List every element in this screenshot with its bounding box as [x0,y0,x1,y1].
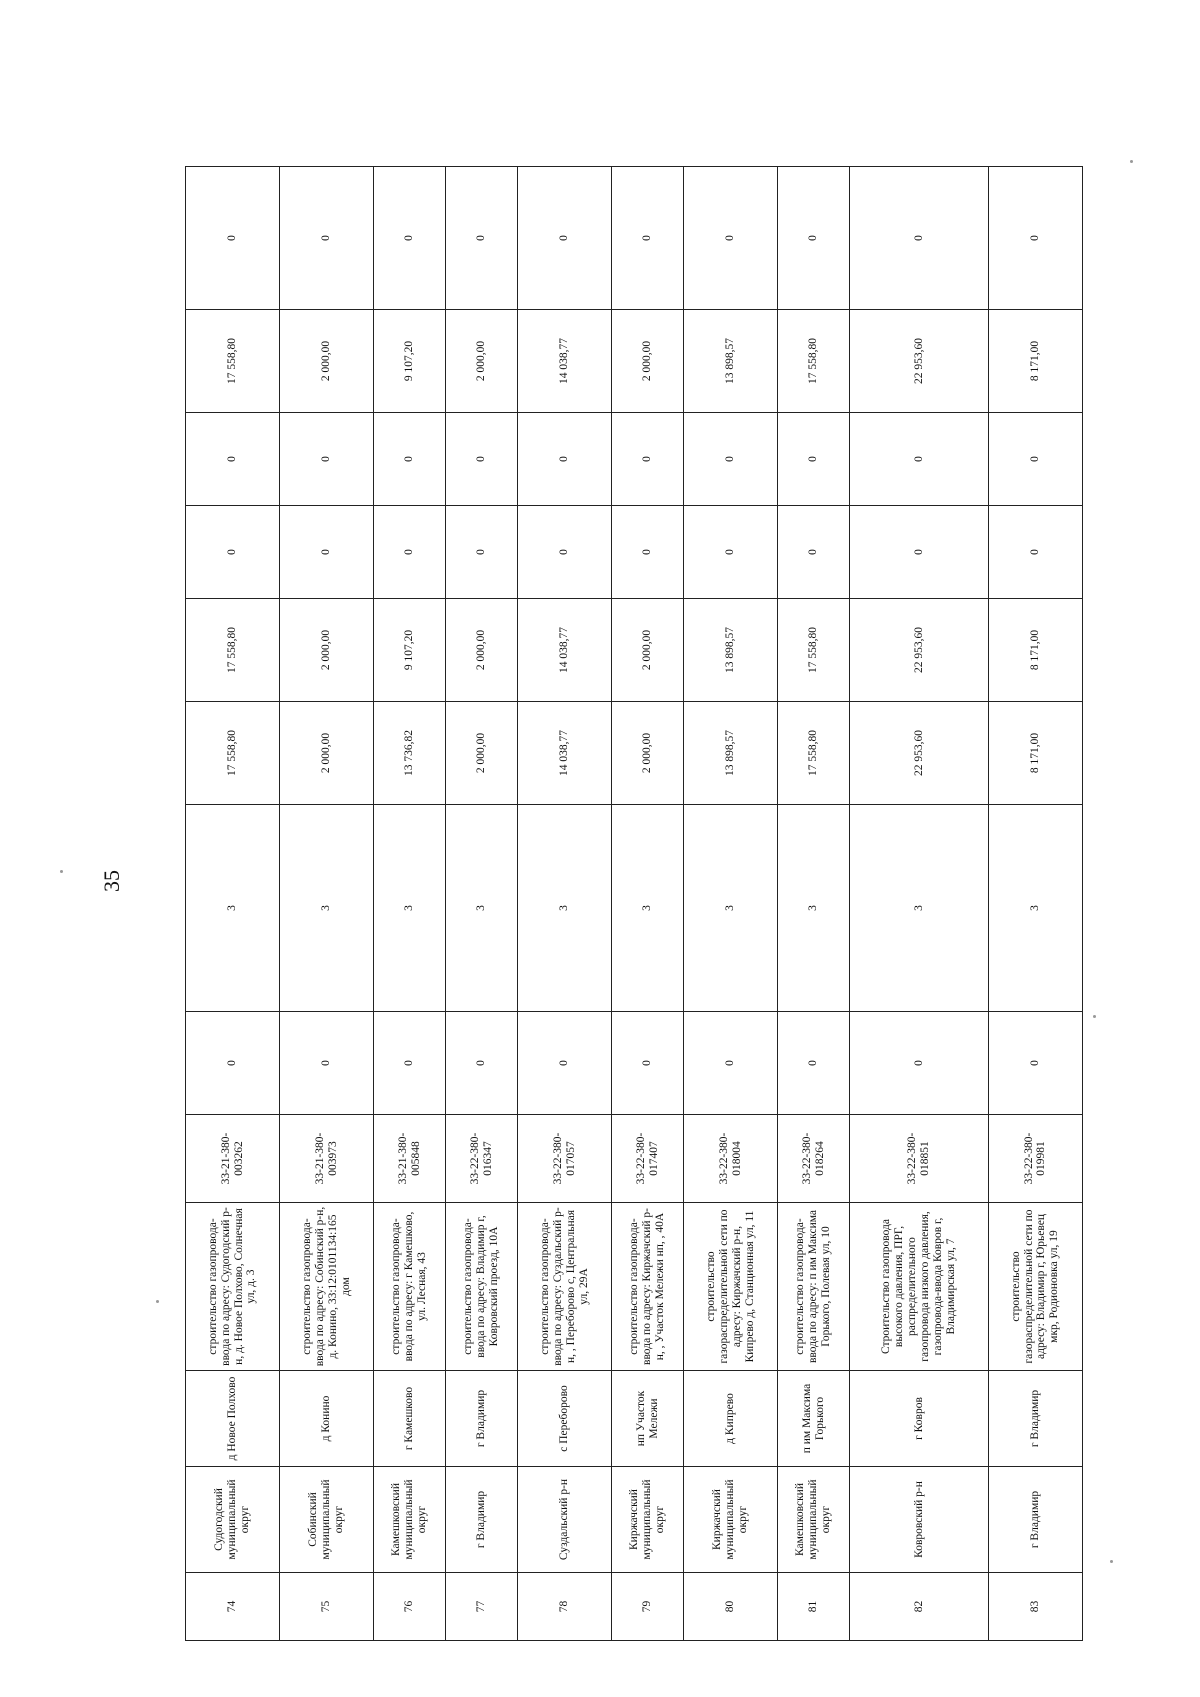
scan-speck [156,1300,159,1303]
value-cell: 0 [988,413,1082,506]
table-row [446,167,518,1641]
locality-cell: д Новое Полхово [186,1371,280,1467]
amount-cell: 8 171,00 [988,702,1082,805]
amount-cell: 17 558,80 [186,310,280,413]
amount-cell: 2 000,00 [280,702,374,805]
amount-cell: 17 558,80 [186,599,280,702]
row-number: 75 [280,1573,374,1641]
table-row [684,167,778,1641]
amount-cell: 17 558,80 [186,702,280,805]
table-row [778,167,850,1641]
district-cell: Камешковский муниципальный округ [374,1467,446,1573]
amount-cell: 17 558,80 [778,310,850,413]
table-row [186,167,280,1641]
value-cell: 0 [518,413,612,506]
amount-cell: 2 000,00 [612,310,684,413]
locality-cell: г Владимир [988,1371,1082,1467]
amount-cell: 2 000,00 [446,310,518,413]
row-number: 74 [186,1573,280,1641]
district-cell: Собинский муниципальный округ [280,1467,374,1573]
amount-cell: 13 898,57 [684,599,778,702]
category-cell: 3 [446,805,518,1012]
locality-cell: д Кипрево [684,1371,778,1467]
value-cell: 0 [612,1012,684,1115]
amount-cell: 2 000,00 [280,310,374,413]
value-cell: 0 [280,1012,374,1115]
value-cell: 0 [612,506,684,599]
work-description-cell: строительство газопровода-ввода по адресу: Собинский р-н, д. Конино, 33:12:0101134:165 дом [280,1203,374,1371]
amount-cell: 14 038,77 [518,310,612,413]
amount-cell: 22 953,60 [850,310,989,413]
amount-cell: 2 000,00 [446,702,518,805]
cadastral-number-cell: 33-22-380-019981 [988,1115,1082,1203]
work-description-cell: строительство газопровода-ввода по адресу: п им Максима Горького, Полевая ул, 10 [778,1203,850,1371]
amount-cell: 14 038,77 [518,702,612,805]
category-cell: 3 [684,805,778,1012]
cadastral-number-cell: 33-22-380-017057 [518,1115,612,1203]
table-row [374,167,446,1641]
value-cell: 0 [280,506,374,599]
work-description-cell: строительство газопровода-ввода по адресу: Владимир г, Ковровский проезд, 10А [446,1203,518,1371]
gas-connection-register-table [185,166,1083,1641]
value-cell: 0 [612,413,684,506]
scan-speck [1093,1015,1096,1018]
district-cell: Суздальский р-н [518,1467,612,1573]
district-cell: г Владимир [446,1467,518,1573]
work-description-cell: строительство газопровода-ввода по адресу: г Камешково, ул. Лесная, 43 [374,1203,446,1371]
row-number: 77 [446,1573,518,1641]
work-description-cell: строительство газораспределительной сети по адресу: Киржачский р-н, Кипрево д, Станционная ул, 11 [684,1203,778,1371]
table-row [988,167,1082,1641]
district-cell: Ковровский р-н [850,1467,989,1573]
district-cell: Киржачский муниципальный округ [684,1467,778,1573]
value-cell: 0 [186,506,280,599]
table-row [612,167,684,1641]
amount-cell: 17 558,80 [778,702,850,805]
row-number: 79 [612,1573,684,1641]
value-cell: 0 [186,413,280,506]
value-cell: 0 [850,506,989,599]
value-cell: 0 [850,167,989,310]
value-cell: 0 [374,413,446,506]
row-number: 76 [374,1573,446,1641]
value-cell: 0 [778,167,850,310]
value-cell: 0 [374,1012,446,1115]
amount-cell: 9 107,20 [374,310,446,413]
work-description-cell: строительство газопровода-ввода по адресу: Киржачский р-н, , Участок Мележи нп, , 40А [612,1203,684,1371]
rotated-table-frame [185,167,1083,1641]
value-cell: 0 [684,413,778,506]
value-cell: 0 [446,506,518,599]
value-cell: 0 [988,167,1082,310]
value-cell: 0 [446,1012,518,1115]
value-cell: 0 [684,506,778,599]
district-cell: г Владимир [988,1467,1082,1573]
amount-cell: 22 953,60 [850,702,989,805]
category-cell: 3 [186,805,280,1012]
cadastral-number-cell: 33-21-380-005848 [374,1115,446,1203]
value-cell: 0 [778,506,850,599]
cadastral-number-cell: 33-22-380-018264 [778,1115,850,1203]
category-cell: 3 [612,805,684,1012]
work-description-cell: Строительство газопровода высокого давления, ПРГ, распределительного газопровода низкого давления, газопровода-ввода Ковров г, Владимирская ул, 7 [850,1203,989,1371]
row-number: 80 [684,1573,778,1641]
district-cell: Камешковский муниципальный округ [778,1467,850,1573]
table-row [850,167,989,1641]
value-cell: 0 [850,413,989,506]
amount-cell: 17 558,80 [778,599,850,702]
value-cell: 0 [186,167,280,310]
value-cell: 0 [988,1012,1082,1115]
row-number: 83 [988,1573,1082,1641]
locality-cell: г Владимир [446,1371,518,1467]
page-number: 35 [99,870,124,892]
district-cell: Киржачский муниципальный округ [612,1467,684,1573]
value-cell: 0 [446,413,518,506]
cadastral-number-cell: 33-21-380-003973 [280,1115,374,1203]
amount-cell: 2 000,00 [280,599,374,702]
amount-cell: 13 736,82 [374,702,446,805]
amount-cell: 9 107,20 [374,599,446,702]
value-cell: 0 [778,413,850,506]
value-cell: 0 [446,167,518,310]
amount-cell: 22 953,60 [850,599,989,702]
category-cell: 3 [988,805,1082,1012]
scan-speck [1110,1560,1113,1563]
value-cell: 0 [518,506,612,599]
locality-cell: нп Участок Мележи [612,1371,684,1467]
value-cell: 0 [374,506,446,599]
value-cell: 0 [684,167,778,310]
table-row [518,167,612,1641]
category-cell: 3 [518,805,612,1012]
cadastral-number-cell: 33-22-380-016347 [446,1115,518,1203]
category-cell: 3 [850,805,989,1012]
amount-cell: 13 898,57 [684,702,778,805]
row-number: 78 [518,1573,612,1641]
work-description-cell: строительство газопровода-ввода по адресу: Судогодский р-н, д. Новое Полхово, Солнечная ул, д. 3 [186,1203,280,1371]
value-cell: 0 [850,1012,989,1115]
table-row [280,167,374,1641]
cadastral-number-cell: 33-22-380-018004 [684,1115,778,1203]
value-cell: 0 [280,167,374,310]
cadastral-number-cell: 33-22-380-018851 [850,1115,989,1203]
value-cell: 0 [988,506,1082,599]
amount-cell: 8 171,00 [988,310,1082,413]
value-cell: 0 [518,1012,612,1115]
table-rotator [185,167,1083,1641]
category-cell: 3 [374,805,446,1012]
district-cell: Судогодский муниципальный округ [186,1467,280,1573]
value-cell: 0 [518,167,612,310]
category-cell: 3 [280,805,374,1012]
value-cell: 0 [374,167,446,310]
amount-cell: 8 171,00 [988,599,1082,702]
table-body [186,167,1083,1641]
row-number: 81 [778,1573,850,1641]
amount-cell: 2 000,00 [612,599,684,702]
amount-cell: 2 000,00 [446,599,518,702]
value-cell: 0 [612,167,684,310]
amount-cell: 14 038,77 [518,599,612,702]
value-cell: 0 [778,1012,850,1115]
work-description-cell: строительство газораспределительной сети по адресу: Владимир г, Юрьевец мкр, Родионовка ул, 19 [988,1203,1082,1371]
locality-cell: с Переборово [518,1371,612,1467]
value-cell: 0 [186,1012,280,1115]
locality-cell: г Камешково [374,1371,446,1467]
locality-cell: г Ковров [850,1371,989,1467]
scan-speck [1130,160,1133,163]
cadastral-number-cell: 33-21-380-003262 [186,1115,280,1203]
scan-speck [60,870,63,873]
amount-cell: 13 898,57 [684,310,778,413]
locality-cell: п им Максима Горького [778,1371,850,1467]
category-cell: 3 [778,805,850,1012]
work-description-cell: строительство газопровода-ввода по адресу: Суздальский р-н, , Переборово с, Центральная ул, 29А [518,1203,612,1371]
value-cell: 0 [280,413,374,506]
locality-cell: д Конино [280,1371,374,1467]
amount-cell: 2 000,00 [612,702,684,805]
row-number: 82 [850,1573,989,1641]
cadastral-number-cell: 33-22-380-017407 [612,1115,684,1203]
value-cell: 0 [684,1012,778,1115]
